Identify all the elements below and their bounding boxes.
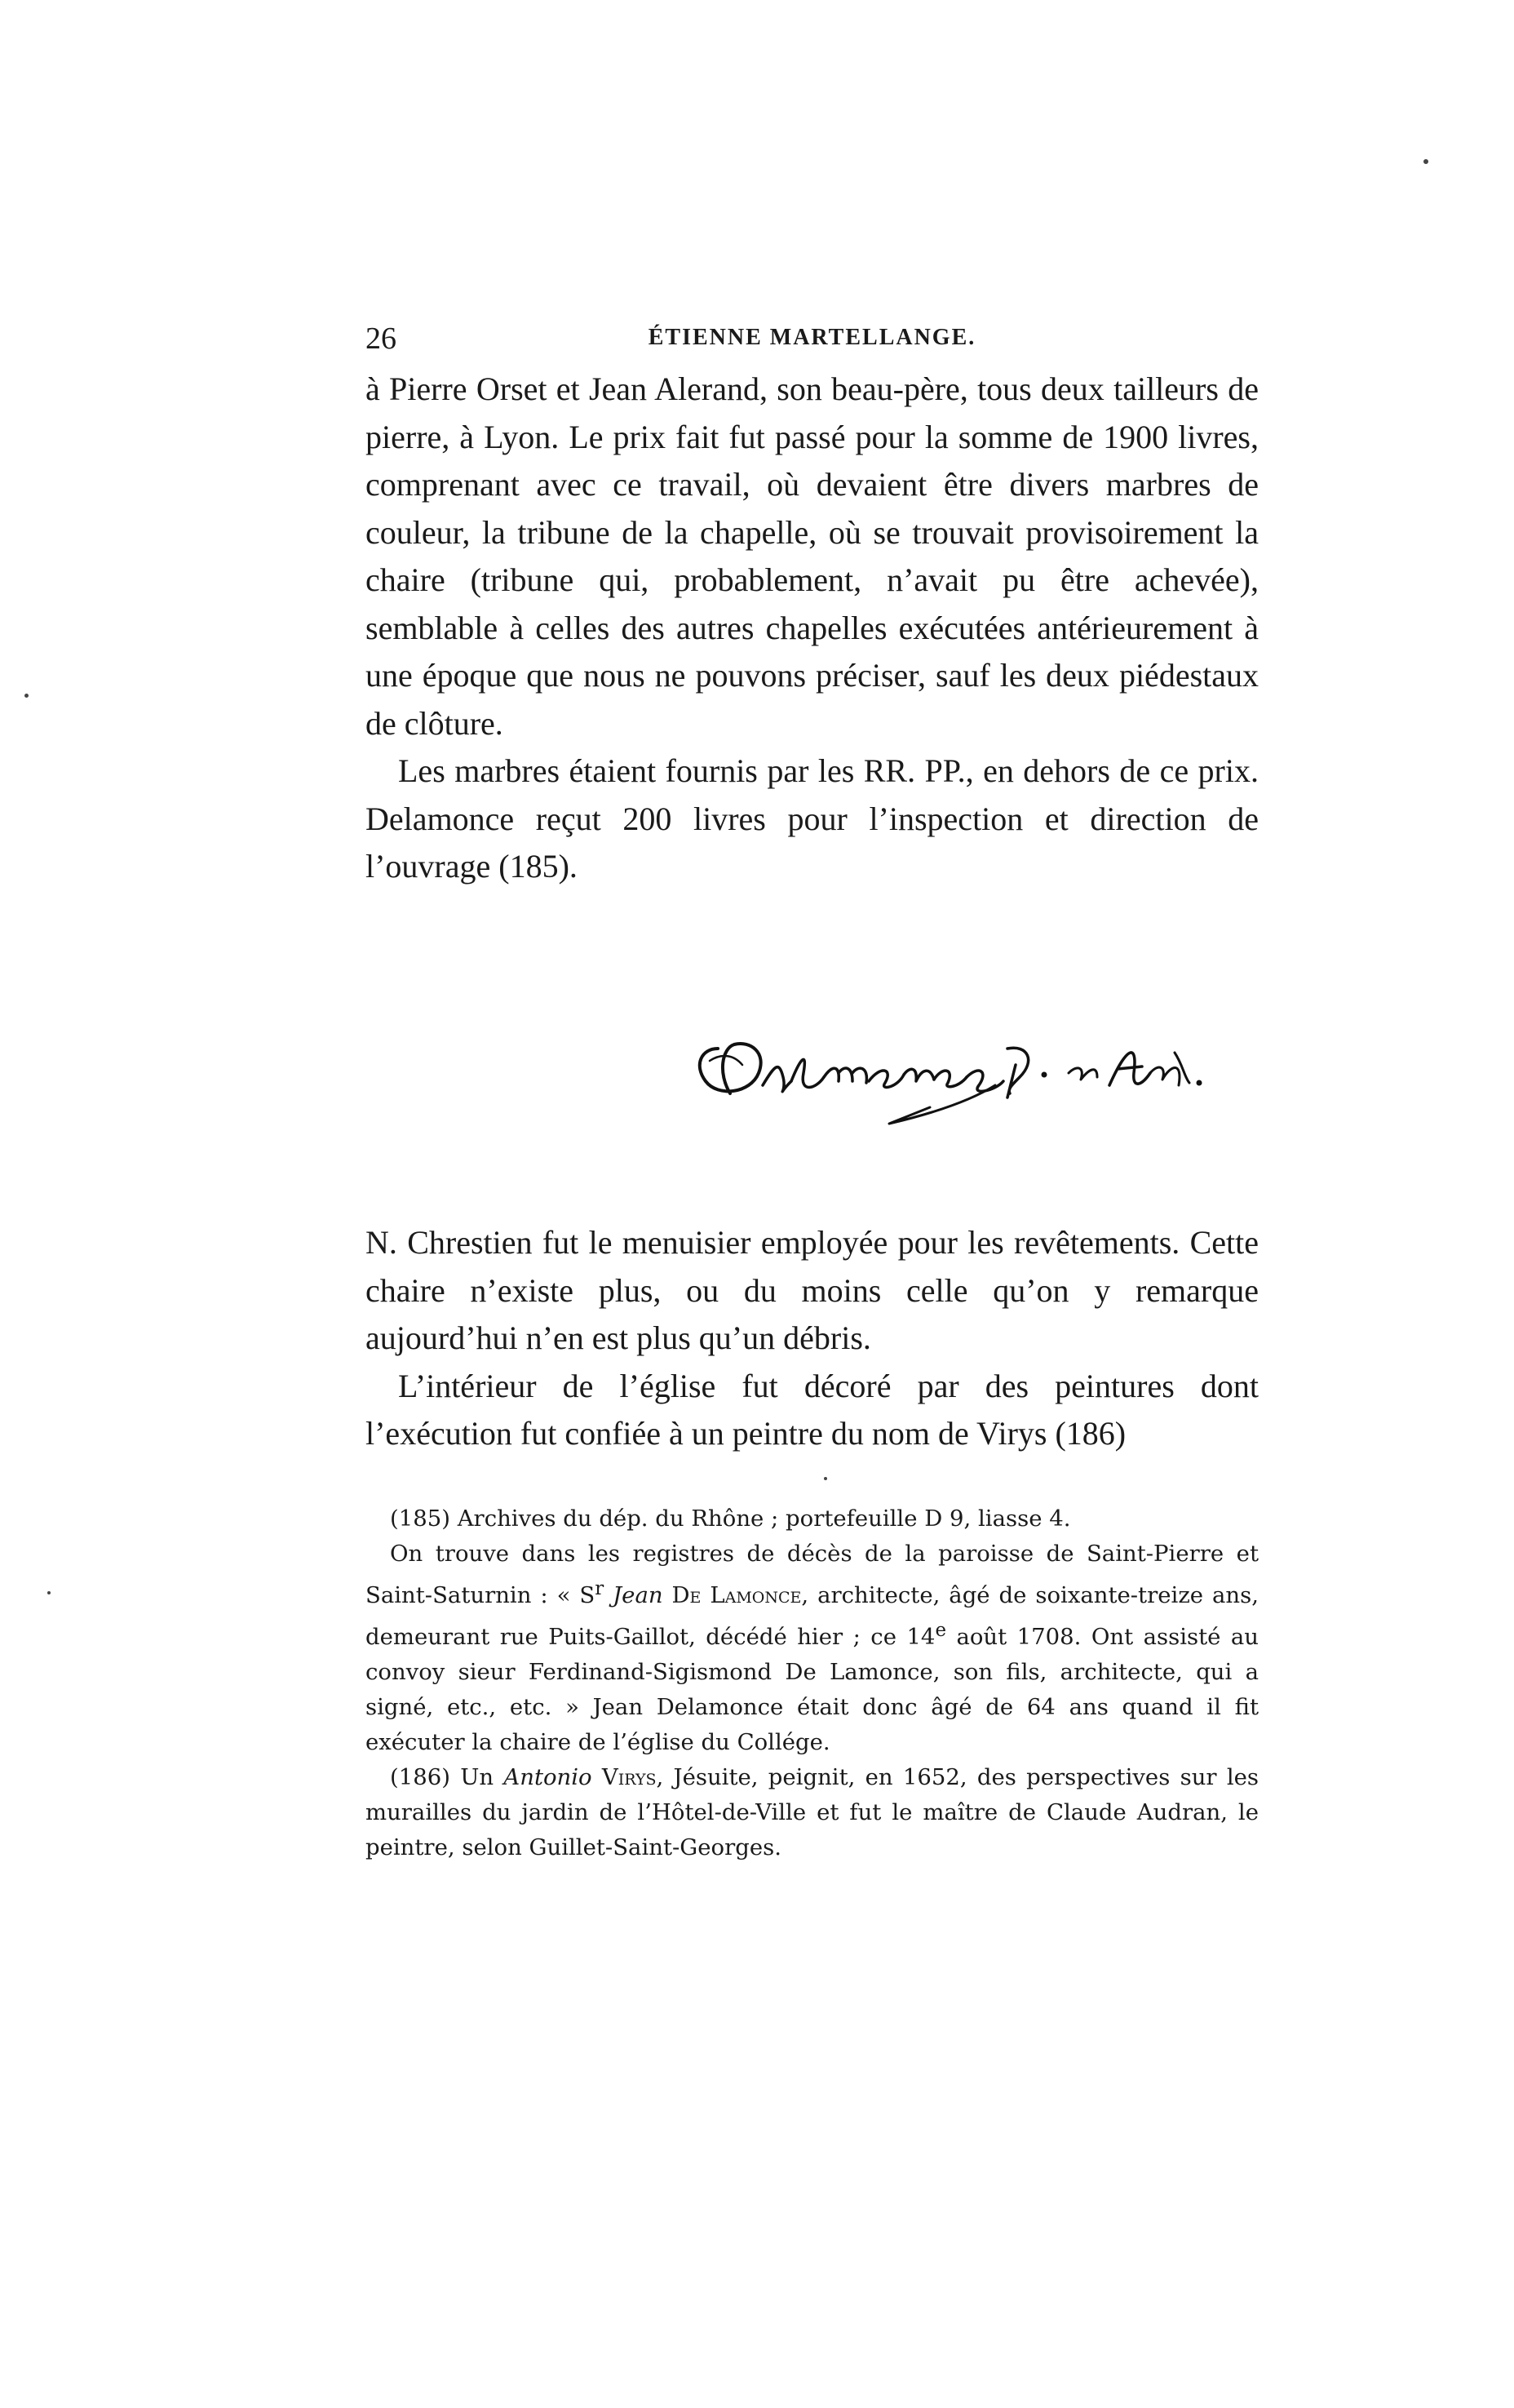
running-title: ÉTIENNE MARTELLANGE. (648, 325, 976, 350)
paragraph-2: Les marbres étaient fournis par les RR. PP., en dehors de ce prix. Delamonce reçut 200 livres pour l’inspection et direction de l’ouvrage (185). (365, 752, 1259, 885)
paragraph-4: L’intérieur de l’église fut décoré par des peintures dont l’exécution fut confiée à un peintre du nom de Virys (186) (365, 1367, 1259, 1452)
footnote-185-cont: On trouve dans les registres de décès de la paroisse de Saint-Pierre et Saint-Saturnin : « $S^r$ Jean De Lamonce, architecte, âgé de soixante-treize ans, demeurant rue Puits-Gaillot, décédé hier ; ce 14e août 1708. Ont assisté au convoy sieur Ferdinand-Sigismond De Lamonce, son fils, architecte, qui a signé, etc., etc. » Jean Delamonce était donc âgé de 64 ans quand il fit exécuter la chaire de l’église du Collége. (365, 1541, 1259, 1756)
body-text-bottom (365, 1219, 1259, 1458)
paragraph-3: N. Chrestien fut le menuisier employée pour les revêtements. Cette chaire n’existe plus, ou du moins celle qu’on y remarque aujourd’hui n’en est plus qu’un débris. (365, 1224, 1259, 1356)
footnote-185: (185) Archives du dép. du Rhône ; portefeuille D 9, liasse 4. (390, 1506, 1071, 1532)
scan-speck (824, 1477, 827, 1480)
page-number: 26 (365, 322, 396, 356)
paragraph-1: à Pierre Orset et Jean Alerand, son beau-père, tous deux tailleurs de pierre, à Lyon. Le prix fait fut passé pour la somme de 1900 livres, comprenant avec ce travail, où devaient être divers marbres de couleur, la tribune de la chapelle, où se trouvait provisoirement la chaire (tribune qui, probablement, n’avait pu être achevée), semblable à celles des autres chapelles exécutées antérieurement à une époque que nous ne pouvons préciser, sauf les deux piédestaux de clôture. (365, 370, 1259, 742)
scan-speck (47, 1591, 51, 1594)
footnote-186: (186) Un Antonio Virys, Jésuite, peignit, en 1652, des perspectives sur les murailles du jardin de l’Hôtel-de-Ville et fut le maître de Claude Audran, le peintre, selon Guillet-Saint-Georges. (365, 1764, 1259, 1861)
signature-image (685, 1016, 1215, 1130)
running-head (365, 321, 1259, 361)
scan-speck (24, 694, 29, 698)
body-text-top (365, 366, 1259, 891)
footnotes (365, 1501, 1259, 1865)
scan-speck (1423, 159, 1428, 164)
